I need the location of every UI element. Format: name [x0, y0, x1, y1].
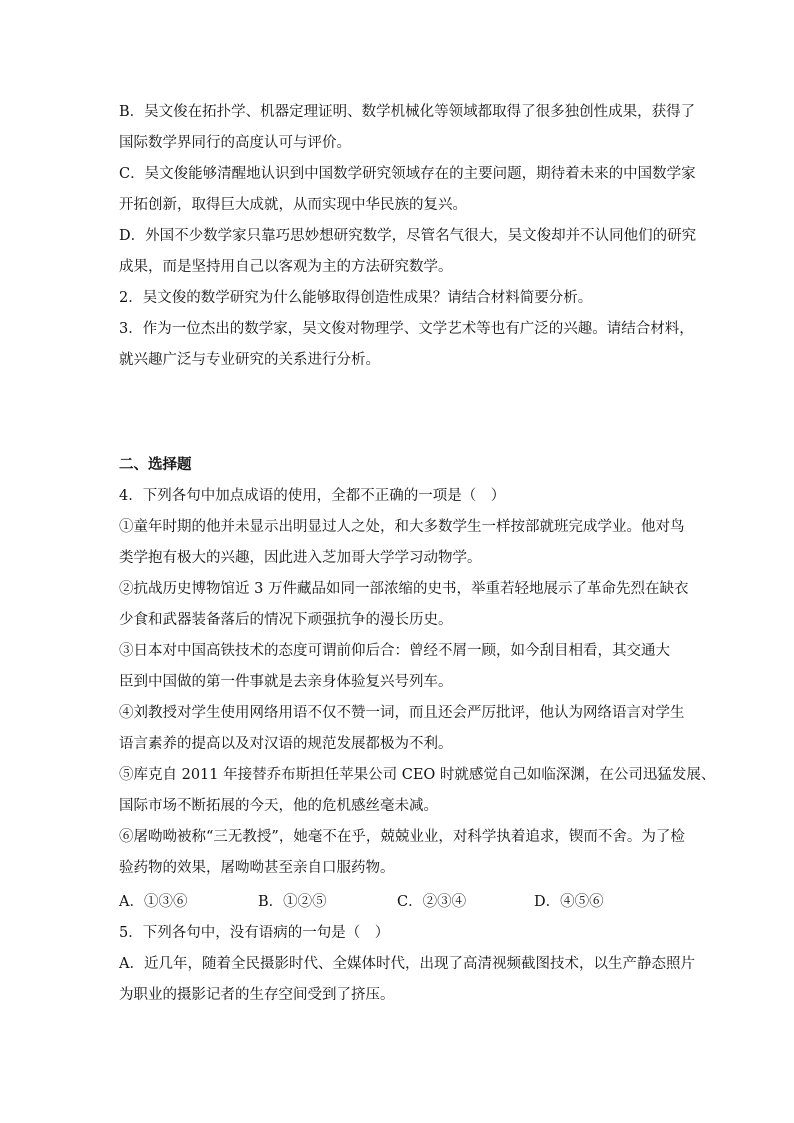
- sentence-1-line-1: ①童年时期的他并未显示出明显过人之处，和大多数学生一样按部就班完成学业。他对鸟: [119, 519, 685, 535]
- option-c-line-2: 开拓创新，取得巨大成就，从而实现中华民族的复兴。: [119, 197, 467, 213]
- sentence-6-line-1: ⑥屠呦呦被称“三无教授”，她毫不在乎，兢兢业业，对科学执着追求，锲而不舍。为了检: [119, 829, 685, 845]
- question-3-line-1: 3．作为一位杰出的数学家，吴文俊对物理学、文学艺术等也有广泛的兴趣。请结合材料，: [119, 321, 694, 337]
- sentence-6-line-2: 验药物的效果，屠呦呦甚至亲自口服药物。: [119, 860, 395, 876]
- option-c-line-1: C．吴文俊能够清醒地认识到中国数学研究领域存在的主要问题，期待着未来的中国数学家: [119, 166, 696, 182]
- section-heading: 二、选择题: [119, 456, 192, 473]
- option-b-line-2: 国际数学界同行的高度认可与评价。: [119, 135, 351, 151]
- question-4: 4．下列各句中加点成语的使用，全都不正确的一项是（ ）: [119, 488, 506, 504]
- sentence-3-line-1: ③日本对中国高铁技术的态度可谓前仰后合：曾经不屑一顾，如今刮目相看，其交通大: [119, 643, 670, 659]
- answer-option-a: A．①③⑥: [119, 894, 188, 910]
- sentence-4-line-2: 语言素养的提高以及对汉语的规范发展都极为不利。: [119, 736, 453, 752]
- option-b-line-1: B．吴文俊在拓扑学、机器定理证明、数学机械化等领域都取得了很多独创性成果，获得了: [119, 104, 696, 120]
- sentence-5-line-2: 国际市场不断拓展的今天，他的危机感丝毫未减。: [119, 798, 438, 814]
- sentence-5-line-1: ⑤库克自 2011 年接替乔布斯担任苹果公司 CEO 时就感觉自己如临深渊，在公司迅猛发展、: [119, 767, 716, 783]
- option-d-line-1: D．外国不少数学家只靠巧思妙想研究数学，尽管名气很大，吴文俊却并不认同他们的研究: [119, 228, 697, 244]
- answer-option-b: B．①②⑤: [258, 894, 327, 910]
- sentence-3-line-2: 臣到中国做的第一件事就是去亲身体验复兴号列车。: [119, 674, 453, 690]
- q5-option-a-line-2: 为职业的摄影记者的生存空间受到了挤压。: [119, 987, 395, 1003]
- sentence-4-line-1: ④刘教授对学生使用网络用语不仅不赞一词，而且还会严厉批评，他认为网络语言对学生: [119, 705, 685, 721]
- q5-option-a-line-1: A．近几年，随着全民摄影时代、全媒体时代，出现了高清视频截图技术，以生产静态照片: [119, 956, 695, 972]
- sentence-2-line-1: ②抗战历史博物馆近 3 万件藏品如同一部浓缩的史书，举重若轻地展示了革命先烈在缺衣: [119, 581, 689, 597]
- answer-option-c: C．②③④: [397, 894, 467, 910]
- answer-option-d: D．④⑤⑥: [534, 894, 604, 910]
- answer-options: [119, 892, 679, 912]
- option-d-line-2: 成果，而是坚持用自己以客观为主的方法研究数学。: [119, 259, 453, 275]
- question-2: 2．吴文俊的数学研究为什么能够取得创造性成果？请结合材料简要分析。: [119, 290, 593, 306]
- sentence-1-line-2: 类学抱有极大的兴趣，因此进入芝加哥大学学习动物学。: [119, 550, 482, 566]
- sentence-2-line-2: 少食和武器装备落后的情况下顽强抗争的漫长历史。: [119, 612, 453, 628]
- question-5: 5．下列各句中，没有语病的一句是（ ）: [119, 925, 390, 941]
- question-3-line-2: 就兴趣广泛与专业研究的关系进行分析。: [119, 352, 380, 368]
